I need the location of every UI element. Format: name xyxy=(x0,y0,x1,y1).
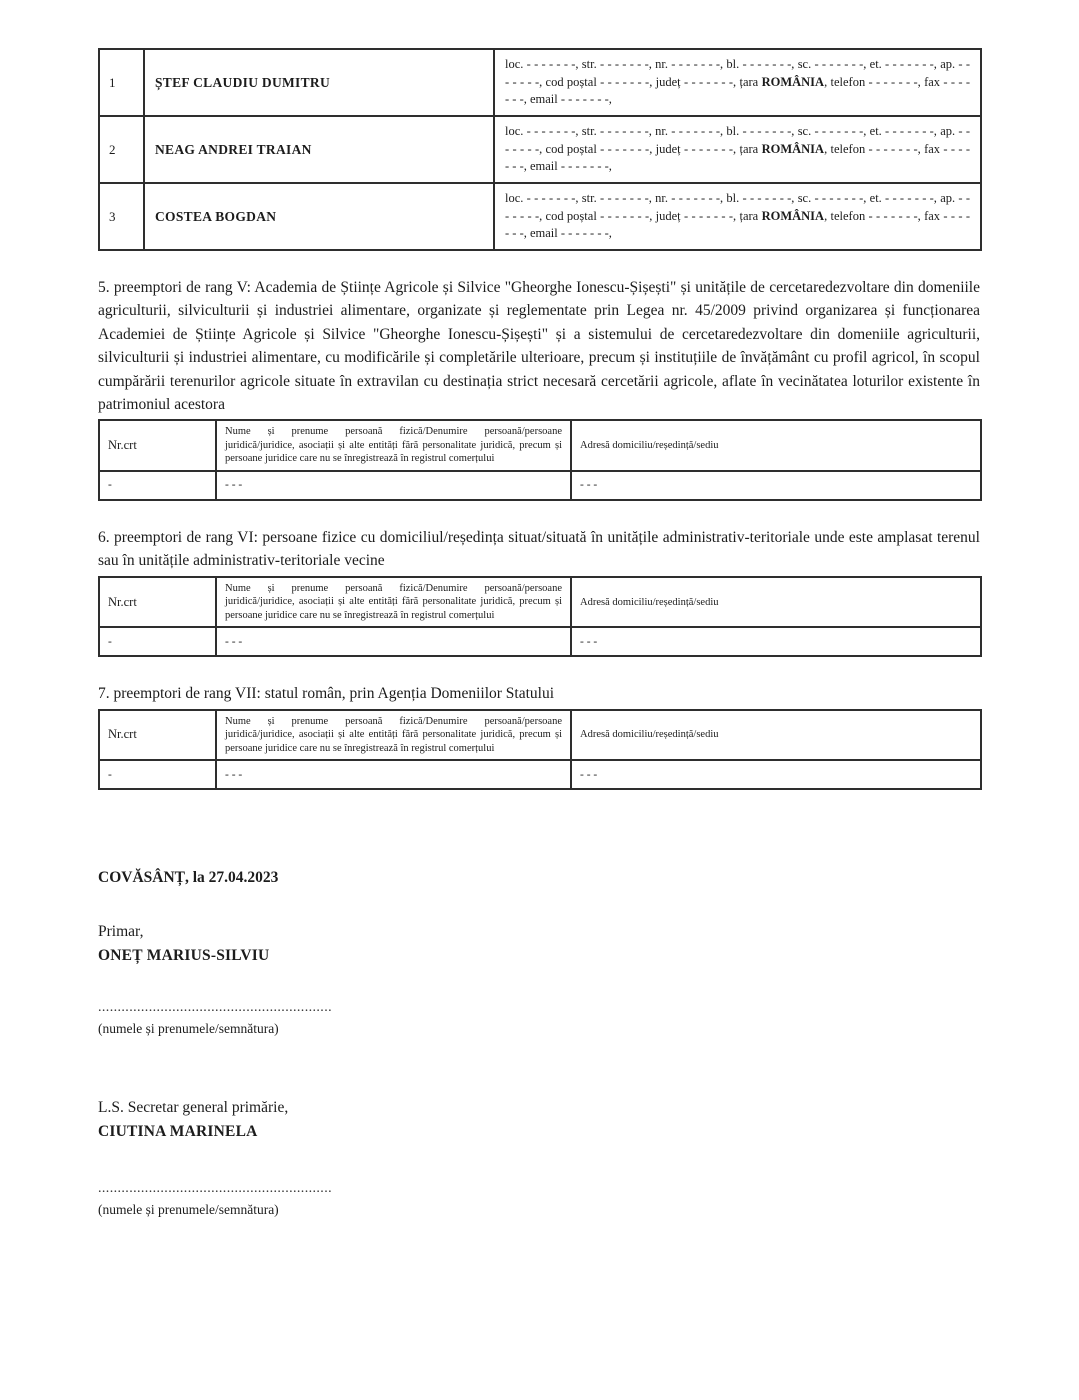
country-name: ROMÂNIA xyxy=(761,208,825,223)
table-header-row xyxy=(99,710,981,761)
owner-name-cell: ȘTEF CLAUDIU DUMITRU xyxy=(144,49,494,116)
paragraph-rank-vi: 6. preemptori de rang VI: persoane fizice cu domiciliul/reședința situat/situată în unitățile administrativ-teritoriale unde este amplasat terenul sau în unitățile administrativ-teritoriale vecine xyxy=(98,528,980,570)
address-before-country: loc. - - - - - - -, str. - - - - - - -, nr. - - - - - - -, bl. - - - - - - -, sc. - - - - - - -, et. - - - - - - -, ap. - - - - - - -, cod poștal - - - - - - -, județ - - - - - - -, țara xyxy=(505,57,970,89)
address-template-text xyxy=(505,123,970,176)
nr-crt-header-cell: Nr.crt xyxy=(99,577,216,628)
secretary-name: CIUTINA MARINELA xyxy=(98,1123,258,1141)
preemptors-table xyxy=(98,48,982,251)
address-cell xyxy=(494,183,981,250)
signature-caption: (numele și prenumele/semnătura) xyxy=(98,1021,279,1037)
address-template-text xyxy=(505,56,970,109)
address-after-country: , telefon - - - - - - -, fax - - - - - - -, email - - - - - - -, xyxy=(505,74,970,107)
signature-dotted-line: ............................................................ xyxy=(98,1181,332,1197)
address-cell xyxy=(494,49,981,116)
secretary-signature-block xyxy=(98,1096,980,1144)
empty-address-cell: - - - xyxy=(571,760,981,789)
table-header-row xyxy=(99,420,981,471)
rank-vii-table xyxy=(98,709,982,791)
row-number-cell: 2 xyxy=(99,116,144,183)
owner-name-cell: NEAG ANDREI TRAIAN xyxy=(144,116,494,183)
address-template-text xyxy=(505,190,970,243)
nr-crt-header-cell: Nr.crt xyxy=(99,710,216,761)
mayor-signature-block xyxy=(98,920,980,968)
empty-name-cell: - - - xyxy=(216,627,571,656)
mayor-name: ONEȚ MARIUS-SILVIU xyxy=(98,947,270,965)
paragraph-rank-v: 5. preemptori de rang V: Academia de Științe Agricole și Silvice "Gheorghe Ionescu-Șișești" și unitățile de cercetaredezvoltare din domeniile agriculturii, silviculturii și industriei alimentare, organizate și reglementate prin Legea nr. 45/2009 privind organizarea și funcționarea Academiei de Științe Agricole și Silvice "Gheorghe Ionescu-Șișești" și a sistemului de cercetaredezvoltare din domeniile agriculturii, silviculturii și industriei alimentare, cu modificările și completările ulterioare, precum și instituțiile de învățământ cu profil agricol, în scopul cumpărării terenurilor agricole situate în extravilan cu destinația strict necesară cercetării agricole, aflate în vecinătatea loturilor existente în patrimoniul acestora xyxy=(98,279,980,414)
address-before-country: loc. - - - - - - -, str. - - - - - - -, nr. - - - - - - -, bl. - - - - - - -, sc. - - - - - - -, et. - - - - - - -, ap. - - - - - - -, cod poștal - - - - - - -, județ - - - - - - -, țara xyxy=(505,124,970,156)
address-after-country: , telefon - - - - - - -, fax - - - - - - -, email - - - - - - -, xyxy=(505,141,970,174)
rank-v-table xyxy=(98,419,982,501)
signature-dotted-line: ............................................................ xyxy=(98,1000,332,1016)
empty-address-cell: - - - xyxy=(571,627,981,656)
name-header-cell: Nume și prenume persoană fizică/Denumire persoană/persoane juridică/juridice, asociații și alte entități fără personalitate juridică, precum și persoane juridice care nu se înregistrează în registrul comerțului xyxy=(216,710,571,761)
empty-name-cell: - - - xyxy=(216,760,571,789)
owner-name-cell: COSTEA BOGDAN xyxy=(144,183,494,250)
empty-nr-cell: - xyxy=(99,760,216,789)
empty-data-row xyxy=(99,760,981,789)
empty-address-cell: - - - xyxy=(571,471,981,500)
name-header-cell: Nume și prenume persoană fizică/Denumire persoană/persoane juridică/juridice, asociații și alte entități fără personalitate juridică, precum și persoane juridice care nu se înregistrează în registrul comerțului xyxy=(216,420,571,471)
address-header-cell: Adresă domiciliu/reședință/sediu xyxy=(571,710,981,761)
mayor-title: Primar, xyxy=(98,923,144,941)
table-row xyxy=(99,183,981,250)
address-cell xyxy=(494,116,981,183)
place-date-line: COVĂSÂNȚ, la 27.04.2023 xyxy=(98,869,279,887)
table-header-row xyxy=(99,577,981,628)
table-row xyxy=(99,116,981,183)
empty-data-row xyxy=(99,471,981,500)
address-before-country: loc. - - - - - - -, str. - - - - - - -, nr. - - - - - - -, bl. - - - - - - -, sc. - - - - - - -, et. - - - - - - -, ap. - - - - - - -, cod poștal - - - - - - -, județ - - - - - - -, țara xyxy=(505,191,970,223)
name-header-cell: Nume și prenume persoană fizică/Denumire persoană/persoane juridică/juridice, asociații și alte entități fără personalitate juridică, precum și persoane juridice care nu se înregistrează în registrul comerțului xyxy=(216,577,571,628)
paragraph-rank-vii: 7. preemptori de rang VII: statul român, prin Agenția Domeniilor Statului xyxy=(98,685,555,703)
secretary-title: L.S. Secretar general primărie, xyxy=(98,1099,289,1117)
country-name: ROMÂNIA xyxy=(761,74,825,89)
address-after-country: , telefon - - - - - - -, fax - - - - - - -, email - - - - - - -, xyxy=(505,208,970,241)
rank-vi-table xyxy=(98,576,982,658)
row-number-cell: 3 xyxy=(99,183,144,250)
empty-nr-cell: - xyxy=(99,471,216,500)
empty-name-cell: - - - xyxy=(216,471,571,500)
signature-caption: (numele și prenumele/semnătura) xyxy=(98,1202,279,1218)
address-header-cell: Adresă domiciliu/reședință/sediu xyxy=(571,420,981,471)
row-number-cell: 1 xyxy=(99,49,144,116)
country-name: ROMÂNIA xyxy=(761,141,825,156)
empty-data-row xyxy=(99,627,981,656)
empty-nr-cell: - xyxy=(99,627,216,656)
nr-crt-header-cell: Nr.crt xyxy=(99,420,216,471)
table-row xyxy=(99,49,981,116)
address-header-cell: Adresă domiciliu/reședință/sediu xyxy=(571,577,981,628)
